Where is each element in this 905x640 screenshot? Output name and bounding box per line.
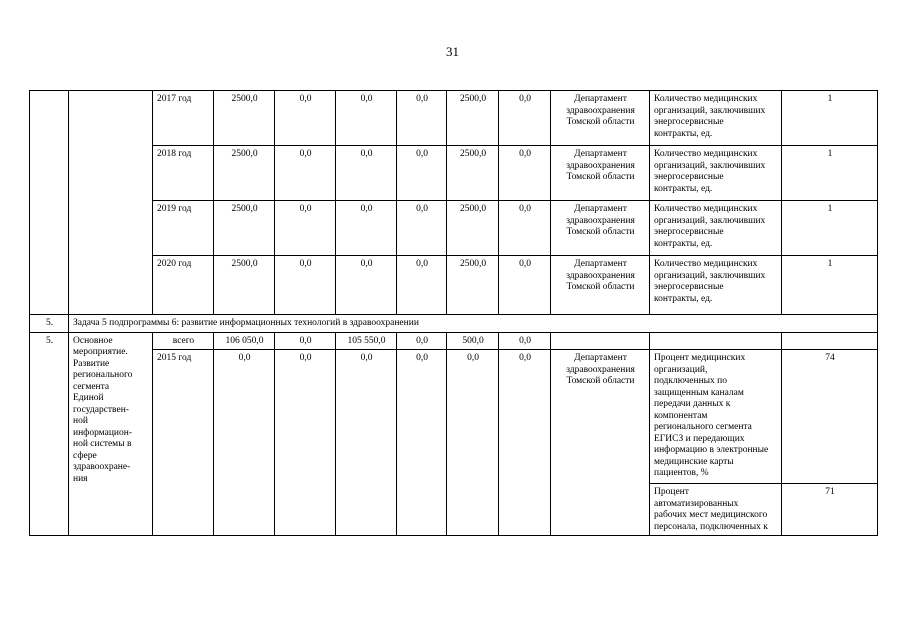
year-cell: 2018 год	[153, 146, 214, 201]
text-line: Основное	[73, 335, 113, 346]
text-line: здравоохранения	[566, 105, 635, 116]
target-cell	[782, 332, 878, 350]
text-line: Количество медицинских	[654, 149, 758, 159]
text-line: контракты, ед.	[654, 293, 713, 304]
text-line: регионального сегмента	[654, 422, 752, 432]
value-cell: 0,0	[336, 350, 397, 536]
text-line: Процент	[654, 487, 689, 497]
year-cell: 2015 год	[153, 350, 214, 536]
department-cell	[551, 91, 650, 146]
department-cell	[551, 146, 650, 201]
value-cell: 2500,0	[447, 256, 499, 315]
indicator-cell	[650, 91, 782, 146]
text-line: здравоохранения	[566, 270, 635, 281]
value-cell: 0,0	[499, 256, 551, 315]
text-line: Единой	[73, 393, 104, 403]
department-cell	[551, 332, 650, 350]
value-cell: 0,0	[275, 91, 336, 146]
department-cell	[551, 350, 650, 536]
value-cell: 0,0	[397, 146, 447, 201]
text-line: Развитие	[73, 358, 110, 369]
value-cell: 0,0	[275, 350, 336, 536]
year-rows	[30, 91, 878, 315]
value-cell: 0,0	[397, 91, 447, 146]
text-line: Томской области	[566, 172, 635, 182]
text-line: здравоохране-	[73, 462, 131, 472]
text-line: контракты, ед.	[654, 183, 713, 194]
text-line: регионального	[73, 370, 133, 380]
value-cell: 2500,0	[214, 256, 275, 315]
value-cell: 106 050,0	[214, 332, 275, 350]
text-line: организаций, заключивших	[654, 270, 766, 281]
text-line: информацию в электронные	[654, 445, 769, 455]
text-line: государствен-	[73, 404, 129, 415]
year-cell: 2020 год	[153, 256, 214, 315]
text-line: Процент медицинских	[654, 353, 746, 363]
table-row	[30, 201, 878, 256]
text-line: автоматизированных	[654, 498, 739, 509]
task-num: 5.	[30, 315, 69, 333]
value-cell: 2500,0	[447, 91, 499, 146]
indicator-cell	[650, 484, 782, 536]
text-line: мероприятие.	[73, 347, 128, 357]
text-line: Томской области	[566, 282, 635, 292]
value-cell: 0,0	[397, 350, 447, 536]
indicator-cell	[650, 332, 782, 350]
value-cell: 0,0	[397, 256, 447, 315]
indicator-cell	[650, 350, 782, 484]
value-cell: 0,0	[499, 91, 551, 146]
indicator-cell	[650, 256, 782, 315]
text-line: Департамент	[574, 149, 627, 159]
value-cell: 2500,0	[214, 91, 275, 146]
task-section	[30, 315, 878, 536]
total-row	[30, 332, 878, 350]
text-line: энергосервисные	[654, 227, 724, 237]
value-cell: 2500,0	[447, 146, 499, 201]
text-line: ния	[73, 473, 88, 484]
department-cell	[551, 256, 650, 315]
text-line: подключенных по	[654, 376, 727, 386]
indicator-cell	[650, 201, 782, 256]
value-cell: 0,0	[397, 332, 447, 350]
target-cell: 74	[782, 350, 878, 484]
value-cell: 500,0	[447, 332, 499, 350]
text-line: Количество медицинских	[654, 94, 758, 104]
value-cell: 2500,0	[214, 146, 275, 201]
text-line: энергосервисные	[654, 172, 724, 182]
value-cell: 0,0	[499, 332, 551, 350]
value-cell: 0,0	[275, 256, 336, 315]
text-line: ЕГИСЗ и передающих	[654, 433, 745, 444]
text-line: ной	[73, 416, 88, 426]
text-line: контракты, ед.	[654, 238, 713, 249]
event-num: 5.	[30, 332, 69, 536]
value-cell: 0,0	[499, 201, 551, 256]
total-label: всего	[153, 332, 214, 350]
value-cell: 0,0	[397, 201, 447, 256]
text-line: Департамент	[574, 353, 627, 363]
text-line: Томской области	[566, 117, 635, 127]
text-line: персонала, подключенных к	[654, 521, 768, 532]
text-line: Количество медицинских	[654, 204, 758, 214]
text-line: здравоохранения	[566, 160, 635, 171]
value-cell: 0,0	[275, 146, 336, 201]
value-cell: 2500,0	[214, 201, 275, 256]
text-line: энергосервисные	[654, 282, 724, 292]
indicator-cell	[650, 146, 782, 201]
text-line: организаций, заключивших	[654, 160, 766, 171]
text-line: передачи данных к	[654, 399, 731, 409]
text-line: энергосервисные	[654, 117, 724, 127]
text-line: сегмента	[73, 381, 110, 392]
value-cell: 0,0	[336, 256, 397, 315]
text-line: организаций, заключивших	[654, 105, 766, 116]
num-cell	[30, 91, 69, 315]
target-cell: 71	[782, 484, 878, 536]
table-row	[30, 91, 878, 146]
value-cell: 105 550,0	[336, 332, 397, 350]
text-line: организаций, заключивших	[654, 215, 766, 226]
target-cell: 1	[782, 256, 878, 315]
event-name-cell	[69, 332, 153, 536]
text-line: Департамент	[574, 259, 627, 269]
text-line: пациентов, %	[654, 468, 709, 478]
task-row	[30, 315, 878, 333]
text-line: Департамент	[574, 94, 627, 104]
text-line: информацион-	[73, 427, 133, 438]
text-line: Количество медицинских	[654, 259, 758, 269]
target-cell: 1	[782, 91, 878, 146]
text-line: сфере	[73, 450, 97, 461]
table-row	[30, 350, 878, 484]
target-cell: 1	[782, 146, 878, 201]
table-row	[30, 146, 878, 201]
value-cell: 0,0	[447, 350, 499, 536]
program-table	[29, 90, 878, 536]
text-line: компонентам	[654, 410, 708, 421]
text-line: рабочих мест медицинского	[654, 510, 768, 520]
target-cell: 1	[782, 201, 878, 256]
value-cell: 0,0	[336, 146, 397, 201]
value-cell: 0,0	[499, 146, 551, 201]
value-cell: 0,0	[336, 91, 397, 146]
event-name-cell	[69, 91, 153, 315]
text-line: Томской области	[566, 376, 635, 386]
text-line: ной системы в	[73, 439, 132, 449]
value-cell: 0,0	[275, 201, 336, 256]
text-line: Томской области	[566, 227, 635, 237]
text-line: контракты, ед.	[654, 128, 713, 139]
value-cell: 2500,0	[447, 201, 499, 256]
text-line: здравоохранения	[566, 215, 635, 226]
page-number: 31	[446, 44, 459, 59]
value-cell: 0,0	[275, 332, 336, 350]
year-cell: 2019 год	[153, 201, 214, 256]
text-line: организаций,	[654, 364, 708, 375]
task-title: Задача 5 подпрограммы 6: развитие информационных технологий в здравоохранении	[69, 315, 878, 333]
text-line: защищенным каналам	[654, 387, 744, 398]
department-cell	[551, 201, 650, 256]
value-cell: 0,0	[336, 201, 397, 256]
year-cell: 2017 год	[153, 91, 214, 146]
text-line: здравоохранения	[566, 364, 635, 375]
text-line: медицинские карты	[654, 456, 734, 467]
table-row	[30, 256, 878, 315]
text-line: Департамент	[574, 204, 627, 214]
value-cell: 0,0	[214, 350, 275, 536]
value-cell: 0,0	[499, 350, 551, 536]
